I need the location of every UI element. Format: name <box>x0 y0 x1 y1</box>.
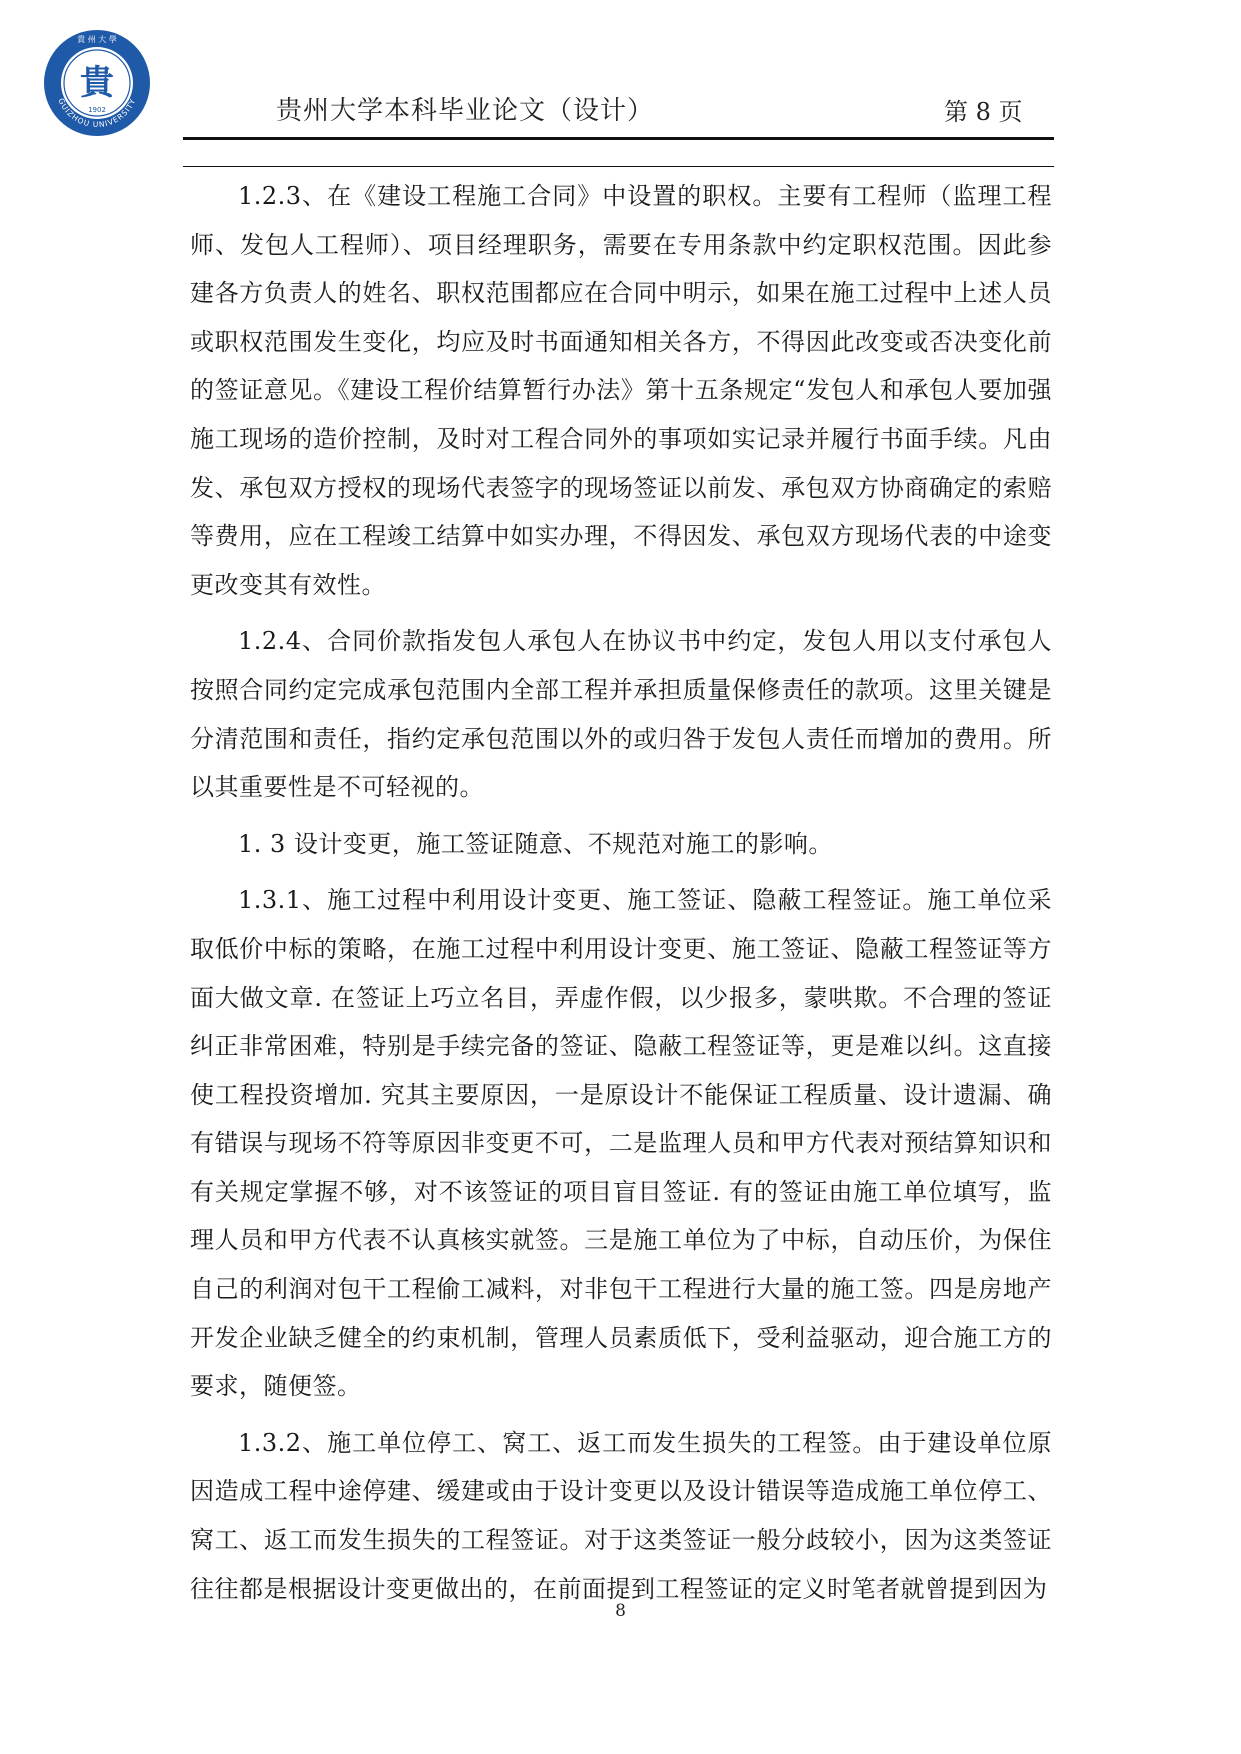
header-page-label: 第 8 页 <box>944 98 1023 126</box>
header-divider <box>183 137 1054 140</box>
university-seal-icon <box>42 28 152 138</box>
body-text <box>190 172 1052 1621</box>
header-title: 贵州大学本科毕业论文（设计） <box>276 96 655 126</box>
paragraph-1-3-1: 1.3.1、施工过程中利用设计变更、施工签证、隐蔽工程签证。施工单位采取低价中标的策略，在施工过程中利用设计变更、施工签证、隐蔽工程签证等方面大做文章. 在签证上巧立名目，弄虚作假，以少报多，蒙哄欺。不合理的签证纠正非常困难，特别是手续完备的签证、隐蔽工程签证等，更是难以纠。这直接使工程投资增加. 究其主要原因，一是原设计不能保证工程质量、设计遗漏、确有错误与现场不符等原因非变更不可，二是监理人员和甲方代表对预结算知识和有关规定掌握不够，对不该签证的项目盲目签证. 有的签证由施工单位填写，监理人员和甲方代表不认真核实就签。三是施工单位为了中标，自动压价，为保住自己的利润对包干工程偷工减料，对非包干工程进行大量的施工签。四是房地产开发企业缺乏健全的约束机制，管理人员素质低下，受利益驱动，迎合施工方的要求，随便签。 <box>190 886 1052 1401</box>
paragraph-1-2-3: 1.2.3、在《建设工程施工合同》中设置的职权。主要有工程师（监理工程师、发包人工程师）、项目经理职务，需要在专用条款中约定职权范围。因此参建各方负责人的姓名、职权范围都应在合同中明示，如果在施工过程中上述人员或职权范围发生变化，均应及时书面通知相关各方，不得因此改变或否决变化前的签证意见。《建设工程价结算暂行办法》第十五条规定“发包人和承包人要加强施工现场的造价控制，及时对工程合同外的事项如实记录并履行书面手续。凡由发、承包双方授权的现场代表签字的现场签证以前发、承包双方协商确定的索赔等费用，应在工程竣工结算中如实办理，不得因发、承包双方现场代表的中途变更改变其有效性。 <box>190 182 1052 599</box>
svg-text:GUIZHOU UNIVERSITY: GUIZHOU UNIVERSITY <box>56 96 138 130</box>
svg-text:貴: 貴 <box>80 63 114 103</box>
paragraph-1-3-2: 1.3.2、施工单位停工、窝工、返工而发生损失的工程签。由于建设单位原因造成工程中途停建、缓建或由于设计变更以及设计错误等造成施工单位停工、窝工、返工而发生损失的工程签证。对于这类签证一般分歧较小，因为这类签证往往都是根据设计变更做出的，在前面提到工程签证的定义时笔者就曾提到因为 <box>190 1428 1052 1603</box>
svg-text:1902: 1902 <box>88 106 106 114</box>
section-heading-1-3: 1. 3 设计变更，施工签证随意、不规范对施工的影响。 <box>238 829 833 858</box>
svg-text:貴 州 大 學: 貴 州 大 學 <box>77 35 117 44</box>
page-number: 8 <box>615 1601 626 1621</box>
header-divider-thin <box>183 166 1054 167</box>
paragraph-1-2-4: 1.2.4、合同价款指发包人承包人在协议书中约定，发包人用以支付承包人按照合同约定完成承包范围内全部工程并承担质量保修责任的款项。这里关键是分清范围和责任，指约定承包范围以外的或归咎于发包人责任而增加的费用。所以其重要性是不可轻视的。 <box>190 627 1052 802</box>
